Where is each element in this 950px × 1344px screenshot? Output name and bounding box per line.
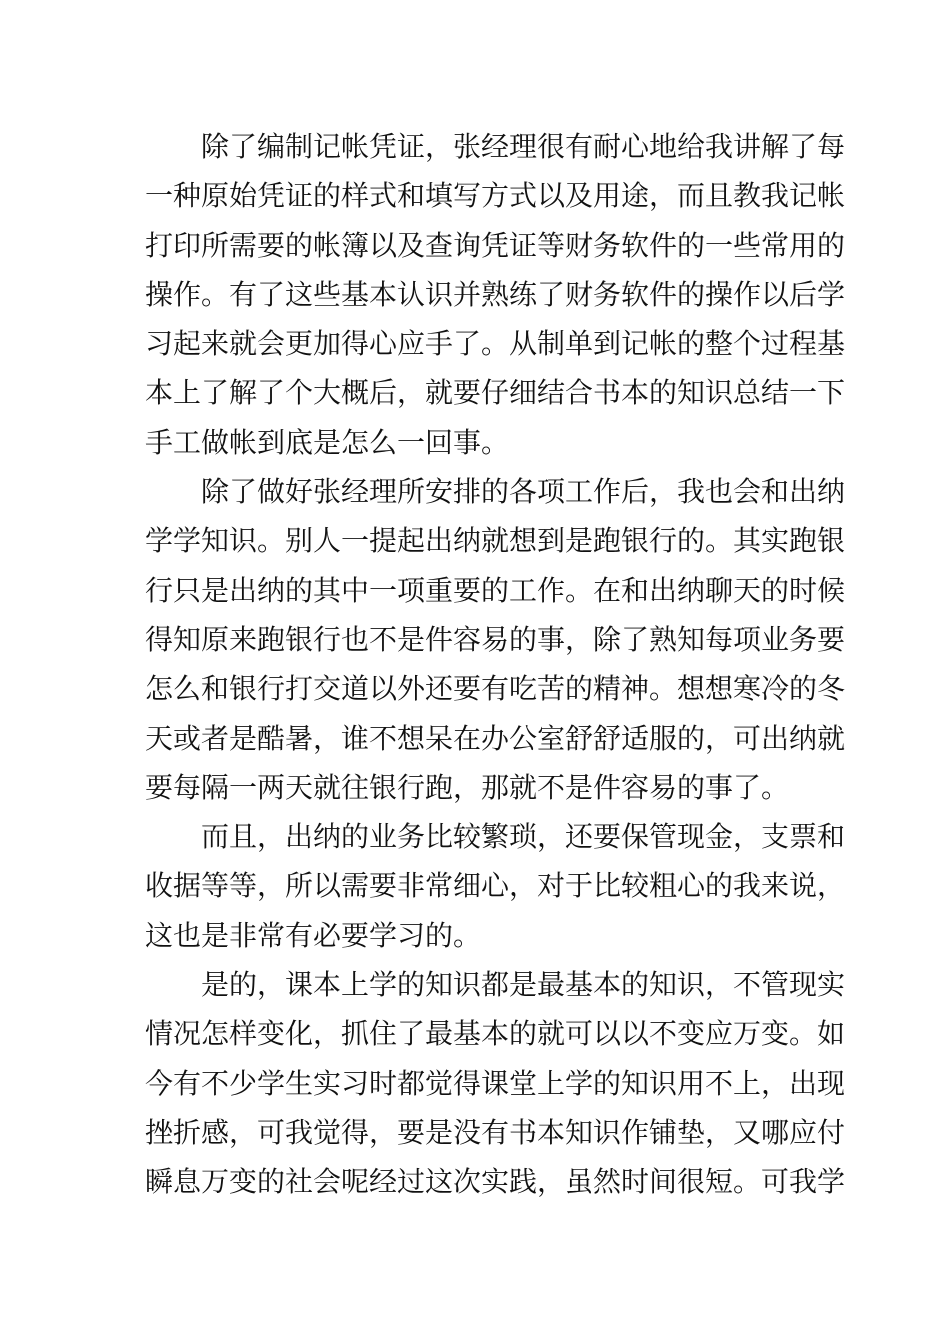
paragraph-line: 怎么和银行打交道以外还要有吃苦的精神。想想寒冷的冬 bbox=[145, 672, 846, 706]
document-body bbox=[145, 122, 846, 1207]
paragraph-line: 除了编制记帐凭证，张经理很有耐心地给我讲解了每 bbox=[201, 130, 846, 163]
paragraph-line: 学学知识。别人一提起出纳就想到是跑银行的。其实跑银 bbox=[145, 524, 846, 558]
paragraph-line: 行只是出纳的其中一项重要的工作。在和出纳聊天的时候 bbox=[145, 573, 846, 607]
paragraph-1 bbox=[145, 122, 846, 467]
paragraph-line: 操作。有了这些基本认识并熟练了财务软件的操作以后学 bbox=[145, 277, 846, 311]
paragraph-line: 是的，课本上学的知识都是最基本的知识，不管现实 bbox=[201, 968, 846, 1002]
paragraph-line: 瞬息万变的社会呢经过这次实践，虽然时间很短。可我学 bbox=[145, 1165, 846, 1199]
paragraph-line: 天或者是酷暑，谁不想呆在办公室舒舒适服的，可出纳就 bbox=[145, 721, 846, 755]
paragraph-line: 要每隔一两天就往银行跑，那就不是件容易的事了。 bbox=[145, 770, 790, 804]
paragraph-line: 而且，出纳的业务比较繁琐，还要保管现金，支票和 bbox=[201, 820, 846, 854]
paragraph-line: 手工做帐到底是怎么一回事。 bbox=[145, 425, 510, 459]
paragraph-line: 除了做好张经理所安排的各项工作后，我也会和出纳 bbox=[201, 475, 846, 509]
paragraph-2 bbox=[145, 467, 846, 812]
paragraph-line: 今有不少学生实习时都觉得课堂上学的知识用不上，出现 bbox=[145, 1066, 846, 1100]
paragraph-line: 本上了解了个大概后，就要仔细结合书本的知识总结一下 bbox=[145, 376, 846, 410]
paragraph-line: 挫折感，可我觉得，要是没有书本知识作铺垫，又哪应付 bbox=[145, 1115, 846, 1149]
paragraph-line: 得知原来跑银行也不是件容易的事，除了熟知每项业务要 bbox=[145, 622, 846, 656]
paragraph-3 bbox=[145, 812, 846, 960]
paragraph-line: 收据等等，所以需要非常细心，对于比较粗心的我来说， bbox=[145, 869, 846, 903]
paragraph-line: 这也是非常有必要学习的。 bbox=[145, 918, 482, 952]
paragraph-line: 打印所需要的帐簿以及查询凭证等财务软件的一些常用的 bbox=[145, 228, 846, 262]
paragraph-4 bbox=[145, 960, 846, 1206]
paragraph-line: 一种原始凭证的样式和填写方式以及用途，而且教我记帐 bbox=[145, 179, 846, 213]
paragraph-line: 情况怎样变化，抓住了最基本的就可以以不变应万变。如 bbox=[145, 1017, 846, 1051]
paragraph-line: 习起来就会更加得心应手了。从制单到记帐的整个过程基 bbox=[145, 327, 846, 361]
